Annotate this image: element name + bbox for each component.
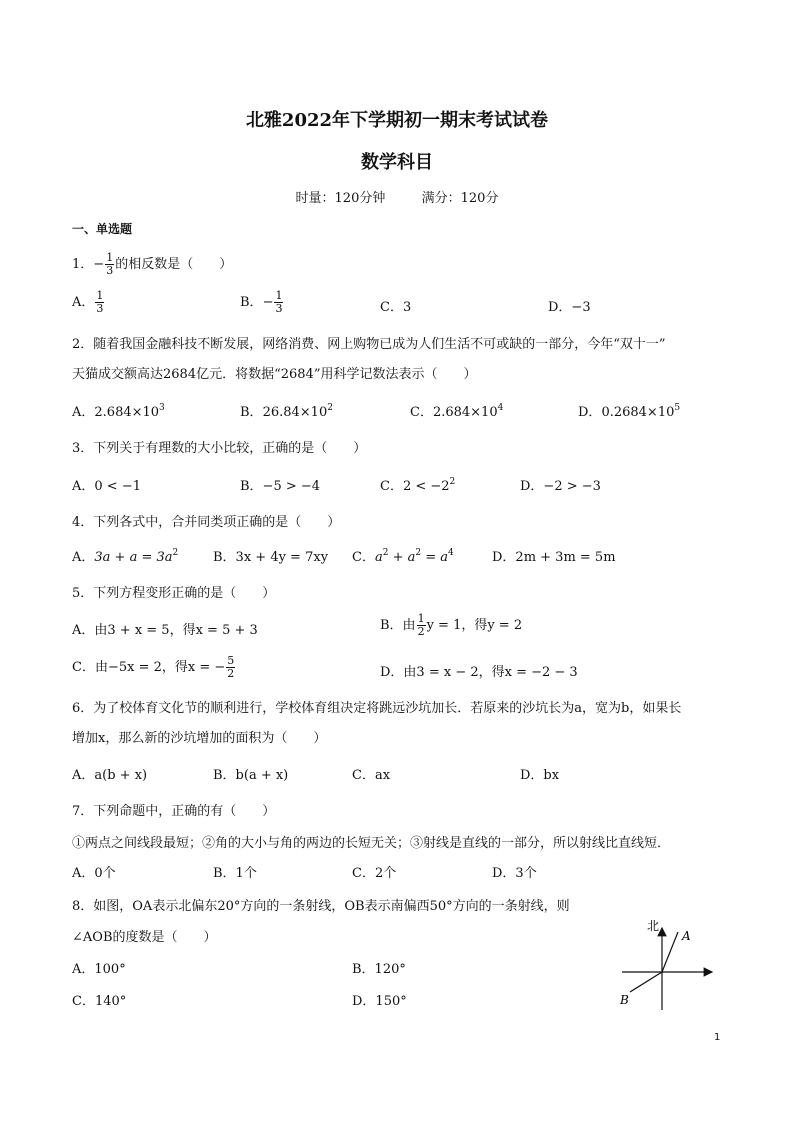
q1-fraction: $\frac{1}{3}$: [106, 251, 114, 277]
q1-stem: 的相反数是（ ）: [115, 257, 233, 272]
q8-direction-figure: [612, 912, 722, 1020]
q1-option-b: B．− $\frac{1}{3}$: [240, 289, 283, 315]
q4-option-b: B．3x + 4y = 7xy: [213, 550, 329, 565]
q4-option-c: C．$a^2 + a^2 = a^4$: [352, 548, 454, 565]
q1-number: 1．: [72, 257, 94, 272]
q7-option-d: D．3个: [492, 866, 537, 881]
q8-option-c: C．140°: [72, 994, 127, 1009]
q1-sign: −: [93, 257, 105, 272]
q7-option-a: A．0个: [72, 866, 116, 881]
ray-oa: [662, 932, 678, 972]
score-label: 满分：120分: [421, 191, 499, 206]
ray-ob: [630, 972, 662, 992]
q6-option-d: D．bx: [520, 768, 560, 783]
exam-title: 北雅2022年下学期初一期末考试试卷: [245, 110, 549, 131]
q7-detail: ①两点之间线段最短；②角的大小与角的两边的长短无关；③射线是直线的一部分，所以射线比直线短．: [72, 836, 671, 851]
q7-stem: 7．下列命题中，正确的有（ ）: [72, 804, 276, 819]
q6-option-b: B．b(a + x): [213, 768, 289, 783]
q2-option-a: A．$2.684\times 10^3$: [72, 403, 165, 420]
q6-line-2: 增加x，那么新的沙坑增加的面积为（ ）: [72, 731, 327, 746]
q2-line-1: 2．随着我国金融科技不断发展，网络消费、网上购物已成为人们生活不可或缺的一部分，今年“双十一”: [72, 337, 666, 352]
point-a-label: A: [682, 929, 691, 943]
q5-option-c: C．由−5x = 2，得x = − $\frac{5}{2}$: [72, 654, 235, 680]
q3-option-d: D．−2 > −3: [520, 479, 601, 494]
q7-option-b: B．1个: [213, 866, 257, 881]
q3-option-c: C．$2 < -2^2$: [380, 477, 456, 494]
q1-option-c: C．3: [380, 300, 412, 315]
q3-option-b: B．−5 > −4: [240, 479, 321, 494]
point-b-label: B: [620, 993, 629, 1007]
q8-line-2: ∠AOB的度数是（ ）: [72, 930, 217, 945]
section-title: 一、单选题: [72, 222, 133, 236]
page-number: 1: [714, 1032, 721, 1043]
q8-option-b: B．120°: [352, 962, 406, 977]
q1-option-a: A． $\frac{1}{3}$: [72, 289, 104, 315]
exam-info: [0, 187, 794, 206]
q8-option-d: D．150°: [352, 994, 407, 1009]
q3-stem: 3．下列关于有理数的大小比较，正确的是（ ）: [72, 441, 367, 456]
q4-option-a: A．$3a + a = 3a^2$: [72, 548, 179, 565]
north-label: 北: [647, 919, 660, 933]
q1-option-d: D．−3: [548, 300, 591, 315]
q4-option-d: D．2m + 3m = 5m: [492, 550, 616, 565]
q4-stem: 4．下列各式中，合并同类项正确的是（ ）: [72, 515, 341, 530]
q2-option-b: B．$26.84\times 10^2$: [240, 403, 333, 420]
q5-option-b: B．由 $\frac{1}{2}$ y = 1，得y = 2: [380, 612, 523, 638]
q2-option-c: C．$2.684\times 10^4$: [410, 403, 504, 420]
q3-option-a: A．0 < −1: [72, 479, 141, 494]
q5-option-a: A．由3 + x = 5，得x = 5 + 3: [72, 623, 258, 638]
q8-line-1: 8．如图，OA表示北偏东20°方向的一条射线，OB表示南偏西50°方向的一条射线，则: [72, 899, 570, 914]
q7-option-c: C．2个: [352, 866, 397, 881]
q5-option-d: D．由3 = x − 2，得x = −2 − 3: [380, 665, 578, 680]
q2-option-d: D．$0.2684\times 10^5$: [578, 403, 681, 420]
q6-line-1: 6．为了校体育文化节的顺利进行，学校体育组决定将跳远沙坑加长．若原来的沙坑长为a，宽为b，如果长: [72, 701, 682, 716]
q2-line-2: 天猫成交额高达2684亿元．将数据“2684”用科学记数法表示（ ）: [72, 367, 477, 382]
q5-stem: 5．下列方程变形正确的是（ ）: [72, 586, 276, 601]
question-1: [72, 252, 232, 277]
q6-option-c: C．ax: [352, 768, 391, 783]
subject-title: 数学科目: [361, 152, 433, 173]
q8-option-a: A．100°: [72, 962, 126, 977]
q6-option-a: A．a(b + x): [72, 768, 148, 783]
time-label: 时量：120分钟: [295, 191, 386, 206]
